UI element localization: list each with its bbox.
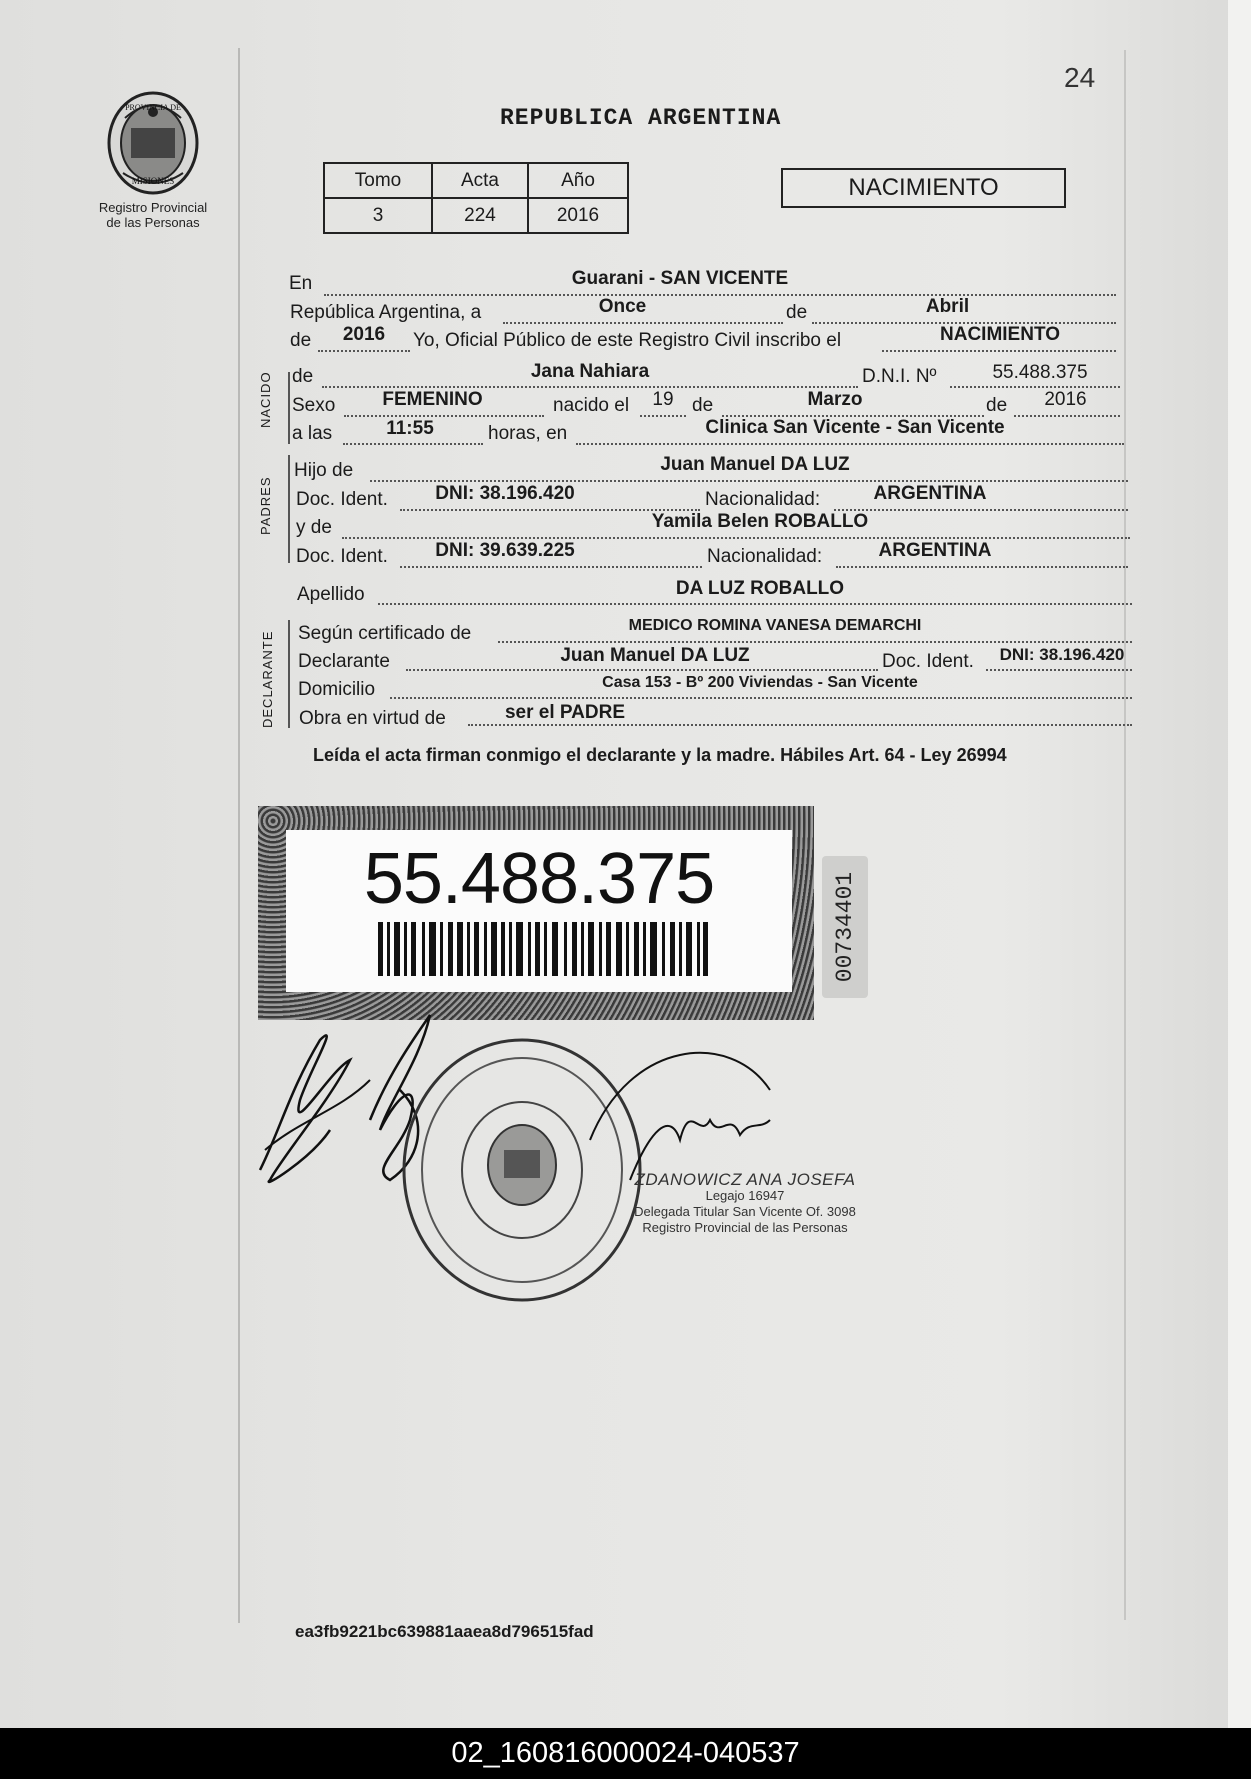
apellido-label: Apellido bbox=[297, 584, 365, 605]
serial-number: 00734401 bbox=[832, 871, 858, 983]
svg-text:MISIONES: MISIONES bbox=[131, 176, 175, 186]
header-tomo: Tomo bbox=[324, 163, 432, 198]
header-acta: Acta bbox=[432, 163, 528, 198]
inscription-value: NACIMIENTO bbox=[940, 324, 1060, 345]
mother-name-value: Yamila Belen ROBALLO bbox=[651, 511, 869, 532]
birth-day-value: 19 bbox=[652, 389, 674, 410]
nacido-label: nacido el bbox=[553, 395, 630, 416]
de-label: de bbox=[986, 395, 1008, 416]
margin-line bbox=[238, 48, 240, 1623]
logo-caption-2: de las Personas bbox=[106, 215, 200, 230]
official-organismo: Registro Provincial de las Personas bbox=[642, 1220, 848, 1235]
declarant-value: Juan Manuel DA LUZ bbox=[560, 645, 750, 666]
dotted-line bbox=[498, 641, 1132, 643]
hora-label: a las bbox=[292, 423, 333, 444]
birth-time-value: 11:55 bbox=[386, 418, 434, 439]
header-anio: Año bbox=[528, 163, 628, 198]
dni-sticker bbox=[258, 806, 814, 1020]
section-bar bbox=[288, 372, 290, 444]
de-label: de bbox=[290, 330, 312, 351]
declarant-doc-value: DNI: 38.196.420 bbox=[999, 645, 1125, 664]
value-acta: 224 bbox=[432, 198, 528, 233]
official-block bbox=[630, 1172, 860, 1236]
sexo-label: Sexo bbox=[292, 395, 336, 416]
official-cargo: Delegada Titular San Vicente Of. 3098 bbox=[634, 1204, 856, 1219]
registry-logo bbox=[95, 88, 211, 238]
dotted-line bbox=[343, 443, 483, 445]
sex-value: FEMENINO bbox=[382, 389, 483, 410]
dotted-line bbox=[370, 480, 1128, 482]
de-label: de bbox=[292, 366, 314, 387]
nacido-tag: NACIDO bbox=[258, 371, 273, 428]
document-hash: ea3fb9221bc639881aaea8d796515fad bbox=[295, 1622, 594, 1641]
y-de-label: y de bbox=[296, 517, 332, 538]
dotted-line bbox=[322, 386, 858, 388]
nacionalidad-label: Nacionalidad: bbox=[707, 546, 823, 567]
mother-doc-value: DNI: 39.639.225 bbox=[435, 540, 575, 561]
domicilio-label: Domicilio bbox=[298, 679, 376, 700]
dni-label: D.N.I. Nº bbox=[862, 366, 937, 387]
day-value: Once bbox=[598, 296, 647, 317]
provincial-emblem bbox=[103, 88, 203, 198]
horas-en-label: horas, en bbox=[488, 423, 568, 444]
signature-declarant bbox=[260, 1035, 350, 1182]
certificate-value: MEDICO ROMINA VANESA DEMARCHI bbox=[628, 617, 922, 634]
section-bar bbox=[288, 620, 290, 728]
father-doc-value: DNI: 38.196.420 bbox=[435, 483, 575, 504]
surname-value: DA LUZ ROBALLO bbox=[675, 578, 845, 599]
nacionalidad-label: Nacionalidad: bbox=[705, 489, 821, 510]
de-label: de bbox=[692, 395, 714, 416]
declarante-tag: DECLARANTE bbox=[260, 630, 275, 728]
obra-label: Obra en virtud de bbox=[299, 708, 446, 729]
dotted-line bbox=[986, 669, 1132, 671]
dotted-line bbox=[400, 566, 702, 568]
child-dni-value: 55.488.375 bbox=[992, 362, 1088, 383]
dotted-line bbox=[836, 566, 1128, 568]
dotted-line bbox=[344, 415, 544, 417]
address-value: Casa 153 - Bº 200 Viviendas - San Vicente bbox=[602, 674, 918, 691]
mother-nationality-value: ARGENTINA bbox=[878, 540, 992, 561]
doc-label: Doc. Ident. bbox=[296, 546, 388, 567]
footer-bar bbox=[0, 1728, 1251, 1779]
section-bar bbox=[288, 455, 290, 563]
dotted-line bbox=[576, 443, 1124, 445]
page-number: 24 bbox=[1064, 62, 1096, 93]
oficial-text: Yo, Oficial Público de este Registro Civil inscribo el bbox=[413, 330, 842, 351]
de-label: de bbox=[786, 302, 808, 323]
birth-month-value: Marzo bbox=[807, 389, 863, 410]
official-name: ZDANOWICZ ANA JOSEFA bbox=[634, 1170, 856, 1189]
father-name-value: Juan Manuel DA LUZ bbox=[660, 454, 850, 475]
official-legajo: Legajo 16947 bbox=[705, 1188, 785, 1203]
dotted-line bbox=[318, 350, 410, 352]
dotted-line bbox=[468, 724, 1132, 726]
closing-text: Leída el acta firman conmigo el declarante y la madre. Hábiles Art. 64 - Ley 26994 bbox=[313, 745, 1007, 765]
record-type-box: NACIMIENTO bbox=[781, 168, 1066, 208]
record-table bbox=[323, 162, 629, 234]
barcode bbox=[378, 922, 708, 976]
republica-label: República Argentina, a bbox=[290, 302, 482, 323]
dotted-line bbox=[390, 697, 1132, 699]
doc-label: Doc. Ident. bbox=[296, 489, 388, 510]
en-label: En bbox=[289, 273, 313, 294]
footer-id: 02_160816000024-040537 bbox=[451, 1737, 800, 1769]
serial-tag bbox=[822, 856, 868, 998]
right-margin-line bbox=[1124, 50, 1126, 1620]
reason-value: ser el PADRE bbox=[504, 702, 626, 723]
dotted-line bbox=[503, 322, 783, 324]
dotted-line bbox=[406, 669, 878, 671]
declarante-label: Declarante bbox=[298, 651, 390, 672]
dotted-line bbox=[950, 386, 1120, 388]
value-anio: 2016 bbox=[528, 198, 628, 233]
dni-sticker-panel bbox=[286, 830, 792, 992]
dotted-line bbox=[882, 350, 1116, 352]
padres-tag: PADRES bbox=[258, 476, 273, 535]
place-value: Guarani - SAN VICENTE bbox=[571, 268, 789, 289]
birth-place-value: Clinica San Vicente - San Vicente bbox=[705, 417, 1005, 438]
child-name-value: Jana Nahiara bbox=[530, 361, 650, 382]
dni-number: 55.488.375 bbox=[363, 839, 715, 919]
certificado-label: Según certificado de bbox=[298, 623, 472, 644]
emblem-text: PROVINCIA DE bbox=[125, 103, 181, 112]
dotted-line bbox=[342, 537, 1130, 539]
father-nationality-value: ARGENTINA bbox=[873, 483, 987, 504]
value-tomo: 3 bbox=[324, 198, 432, 233]
dotted-line bbox=[378, 603, 1132, 605]
official-seal bbox=[404, 1040, 640, 1300]
page-edge bbox=[1228, 0, 1251, 1728]
hijo-label: Hijo de bbox=[294, 460, 354, 481]
birth-year-value: 2016 bbox=[1044, 389, 1087, 410]
year-value: 2016 bbox=[342, 324, 386, 345]
document-title: REPUBLICA ARGENTINA bbox=[500, 105, 782, 131]
month-value: Abril bbox=[925, 296, 970, 317]
signature-mother bbox=[370, 1015, 430, 1180]
logo-caption-1: Registro Provincial bbox=[98, 200, 208, 215]
doc-label: Doc. Ident. bbox=[882, 651, 974, 672]
